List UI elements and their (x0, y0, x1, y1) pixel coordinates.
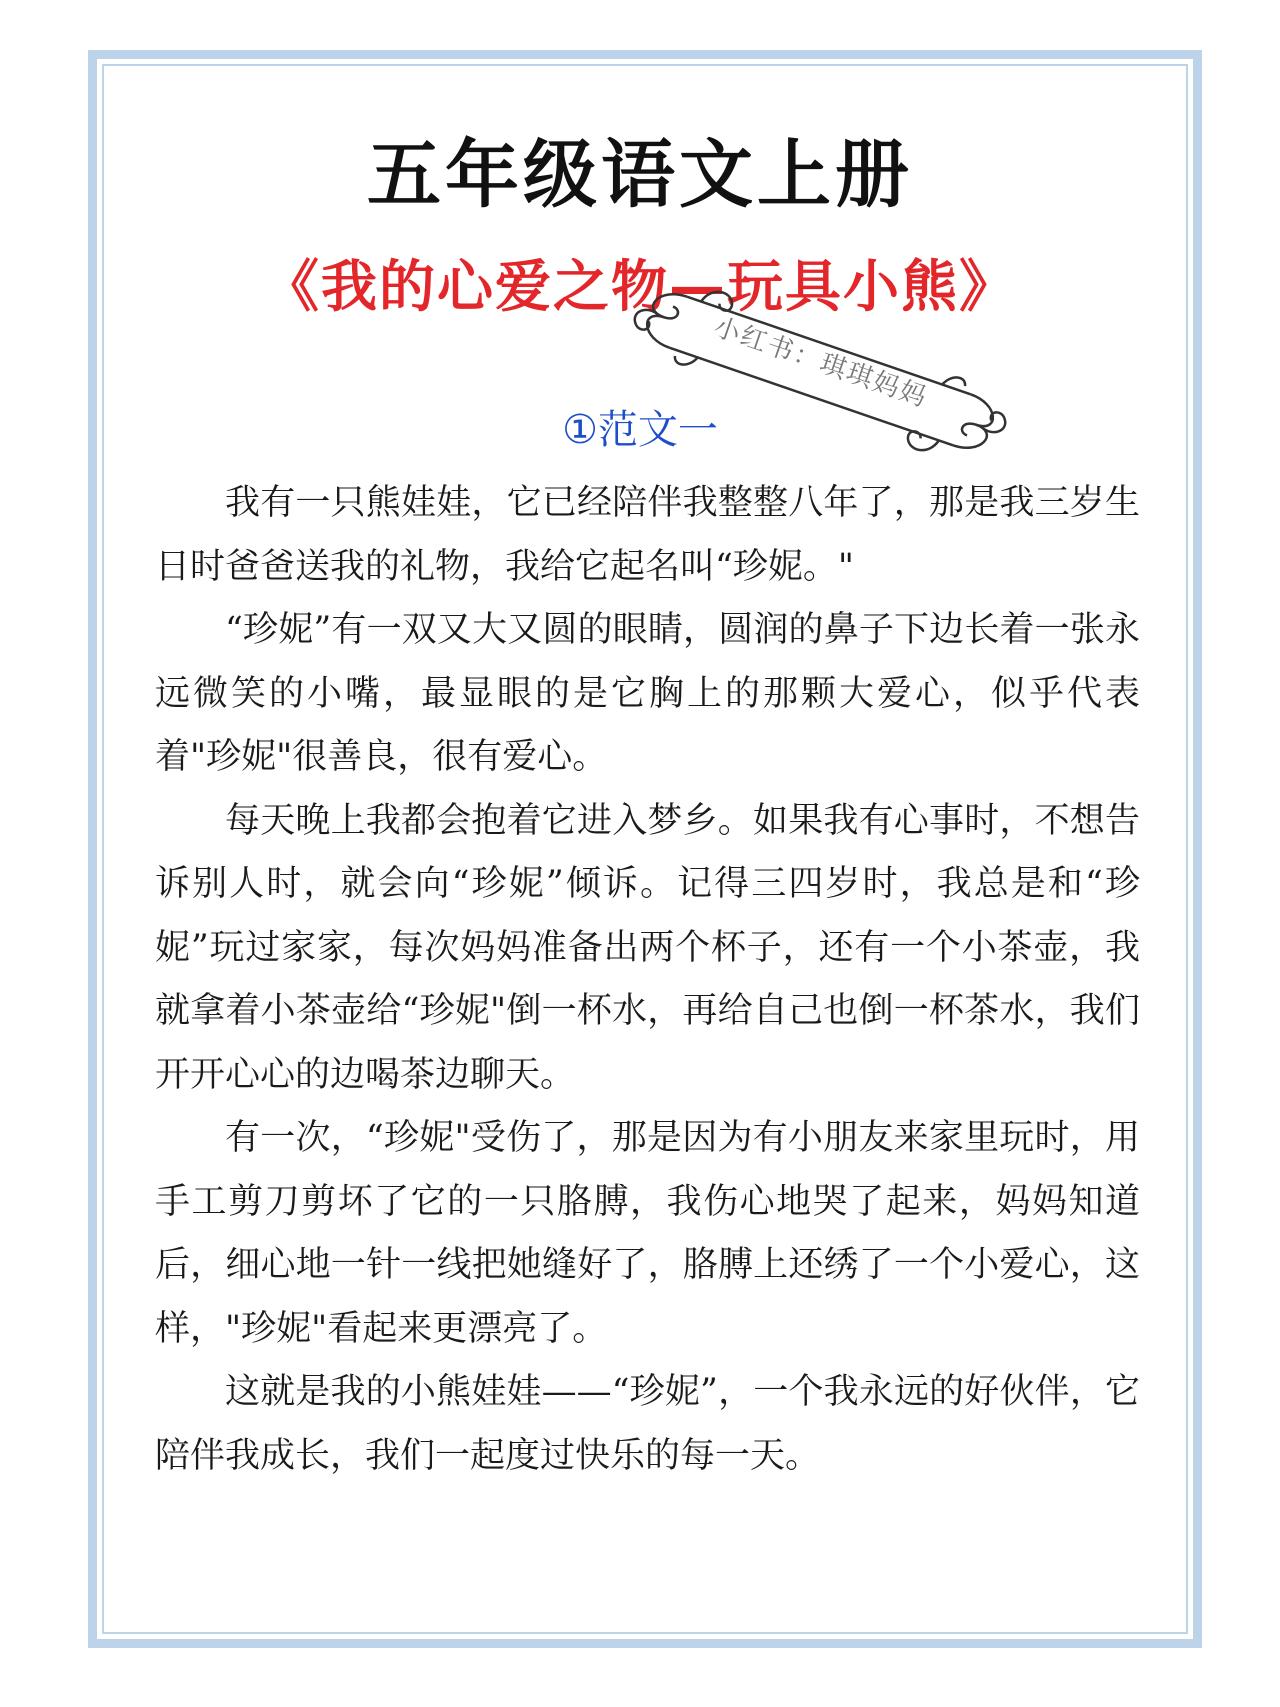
essay-body (155, 472, 1140, 1488)
essay-paragraph: 有一次，“珍妮"受伤了，那是因为有小朋友来家里玩时，用手工剪刀剪坏了它的一只胳膊，我伤心地哭了起来，妈妈知道后，细心地一针一线把她缝好了，胳膊上还绣了一个小爱心，这样，"珍妮"看起来更漂亮了。 (155, 1118, 1140, 1349)
section-heading: ①范文一 (562, 407, 718, 453)
essay-paragraph: 每天晚上我都会抱着它进入梦乡。如果我有心事时，不想告诉别人时，就会向“珍妮”倾诉。记得三四岁时，我总是和“珍妮”玩过家家，每次妈妈准备出两个杯子，还有一个小茶壶，我就拿着小茶壶给“珍妮"倒一杯水，再给自己也倒一杯茶水，我们开开心心的边喝茶边聊天。 (155, 800, 1140, 1095)
essay-paragraph: “珍妮”有一双又大又圆的眼睛，圆润的鼻子下边长着一张永远微笑的小嘴，最显眼的是它胸上的那颗大爱心，似乎代表着"珍妮"很善良，很有爱心。 (155, 610, 1140, 777)
article-title: 《我的心爱之物—玩具小熊》 (263, 255, 1017, 320)
watermark-text: 小红书：琪琪妈妈 (709, 312, 932, 414)
page-title: 五年级语文上册 (367, 132, 913, 218)
essay-paragraph: 我有一只熊娃娃，它已经陪伴我整整八年了，那是我三岁生日时爸爸送我的礼物，我给它起名叫“珍妮。" (155, 483, 1140, 587)
essay-paragraph: 这就是我的小熊娃娃——“珍妮”，一个我永远的好伙伴，它陪伴我成长，我们一起度过快乐的每一天。 (155, 1372, 1140, 1476)
